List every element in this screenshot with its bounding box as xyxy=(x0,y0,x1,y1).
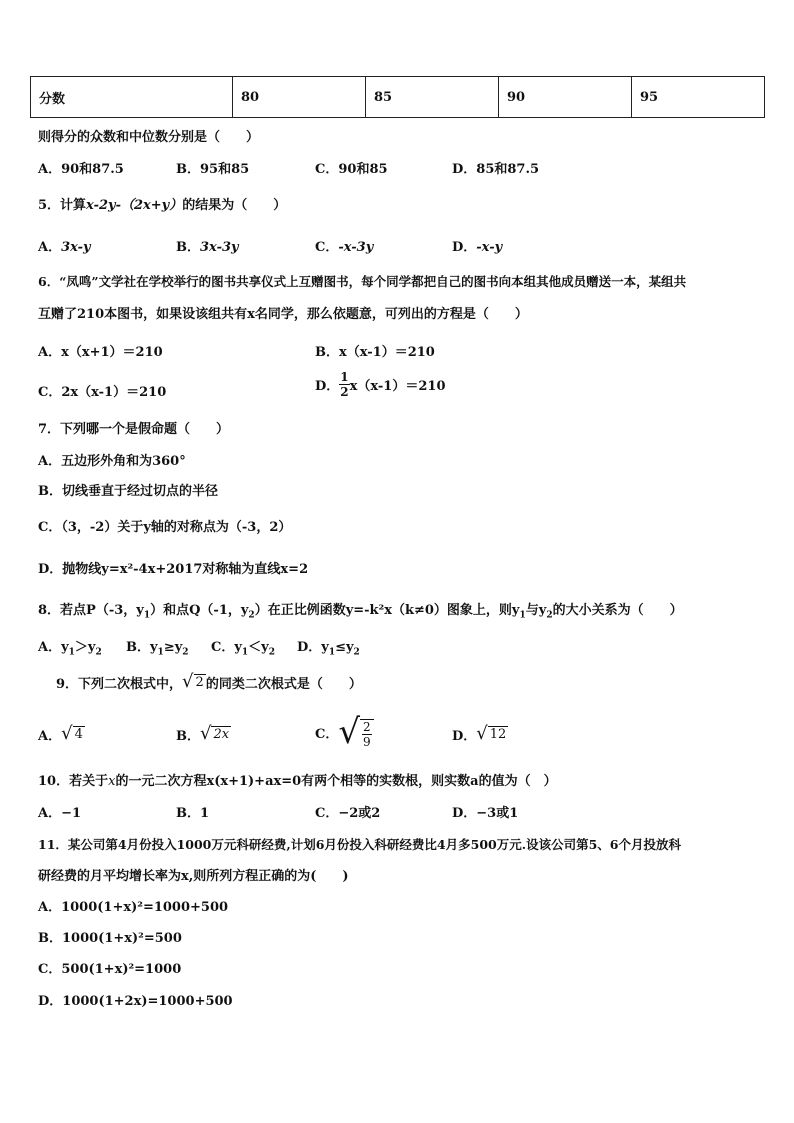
table-cell: 85 xyxy=(366,77,499,118)
question-9-stem: 9．下列二次根式中， √ 2 的同类二次根式是（ ） xyxy=(56,671,362,692)
q7-option-b: B．切线垂直于经过切点的半径 xyxy=(38,484,218,499)
score-table xyxy=(30,76,765,118)
fraction: $\frac{1}{2}$ xyxy=(340,370,349,399)
q5-option-a: A．3x-y xyxy=(38,240,91,255)
q9-option-a: A． √ 4 xyxy=(38,723,83,744)
q10-option-a: A．−1 xyxy=(38,806,82,821)
square-root: √ 2 xyxy=(182,671,204,692)
q5-option-b: B．3x-3y xyxy=(176,240,239,255)
question-7-stem: 7．下列哪一个是假命题（ ） xyxy=(38,422,230,437)
q8-option-c: C．$y_1<y_2$ xyxy=(211,640,275,658)
table-cell: 80 xyxy=(233,77,366,118)
table-cell: 90 xyxy=(499,77,632,118)
q10-option-d: D．−3或1 xyxy=(452,806,519,821)
q10-option-b: B．1 xyxy=(176,806,210,821)
q5-expression: x-2y-（2x+y） xyxy=(86,198,183,213)
q9-option-d: D． √ 12 xyxy=(452,723,507,744)
q5-prefix: 5．计算 xyxy=(38,198,87,213)
q7-option-a: A．五边形外角和为360° xyxy=(38,454,186,469)
q8-option-b: B．$y_1\ge y_2$ xyxy=(126,640,189,658)
q6-option-c: C．2x（x-1）＝210 xyxy=(38,385,167,400)
square-root: √ 4 xyxy=(61,723,83,744)
q11-option-a: A．1000(1+x)²=1000+500 xyxy=(38,900,229,915)
q8-option-a: A．$y_1>y_2$ xyxy=(38,640,102,658)
q10-option-c: C．−2或2 xyxy=(315,806,381,821)
q4-option-b: B．95和85 xyxy=(176,162,250,177)
q11-option-b: B．1000(1+x)²=500 xyxy=(38,931,182,946)
q4-option-a: A．90和87.5 xyxy=(38,162,124,177)
square-root: √ 2x xyxy=(200,723,230,744)
q7-option-c: C．（3，-2）关于y轴的对称点为（-3，2） xyxy=(38,520,292,535)
square-root: √ 12 xyxy=(476,723,507,744)
q5-suffix: 的结果为（ ） xyxy=(182,198,287,213)
question-11-line-2: 研经费的月平均增长率为x,则所列方程正确的为( ) xyxy=(38,869,349,884)
q11-option-d: D．1000(1+2x)=1000+500 xyxy=(38,994,233,1009)
q11-option-c: C．500(1+x)²=1000 xyxy=(38,962,182,977)
square-root-fraction: √ $\frac{2}{9}$ xyxy=(338,715,373,749)
table-cell: 95 xyxy=(632,77,765,118)
question-5-stem xyxy=(38,194,286,213)
q7-option-d: D．抛物线y=x²-4x+2017对称轴为直线x=2 xyxy=(38,562,309,577)
question-10-stem: 10．若关于x的一元二次方程x(x+1)+ax=0有两个相等的实数根，则实数a的值为（ ） xyxy=(38,774,557,789)
question-4-stem: 则得分的众数和中位数分别是（ ） xyxy=(38,130,260,145)
q6-option-d: D． $\frac{1}{2}$ x（x-1）＝210 xyxy=(315,370,446,399)
q6-option-a: A．x（x+1）＝210 xyxy=(38,345,163,360)
question-6-line-2: 互赠了210本图书，如果设该组共有x名同学，那么依题意，可列出的方程是（ ） xyxy=(38,307,528,322)
q8-option-d: D．$y_1\le y_2$ xyxy=(297,640,360,658)
q6-option-b: B．x（x-1）＝210 xyxy=(315,345,435,360)
q5-option-d: D．-x-y xyxy=(452,240,503,255)
question-8-stem: 8．若点P（-3，$y_1$）和点Q（-1，$y_2$）在正比例函数y=-k²x（k≠0）图象上，则$y_1$与$y_2$的大小关系为（ ） xyxy=(38,603,683,621)
q4-option-c: C．90和85 xyxy=(315,162,388,177)
table-row xyxy=(31,77,765,118)
q9-option-c: C． √ $\frac{2}{9}$ xyxy=(315,710,374,754)
q5-option-c: C．-x-3y xyxy=(315,240,374,255)
q4-option-d: D．85和87.5 xyxy=(452,162,540,177)
question-6-line-1: 6．“凤鸣”文学社在学校举行的图书共享仪式上互赠图书，每个同学都把自己的图书向本组其他成员赠送一本，某组共 xyxy=(38,274,687,289)
q9-option-b: B． √ 2x xyxy=(176,723,230,744)
table-cell: 分数 xyxy=(31,77,233,118)
question-11-line-1: 11．某公司第4月份投入1000万元科研经费,计划6月份投入科研经费比4月多500万元.设该公司第5、6个月投放科 xyxy=(38,837,681,852)
